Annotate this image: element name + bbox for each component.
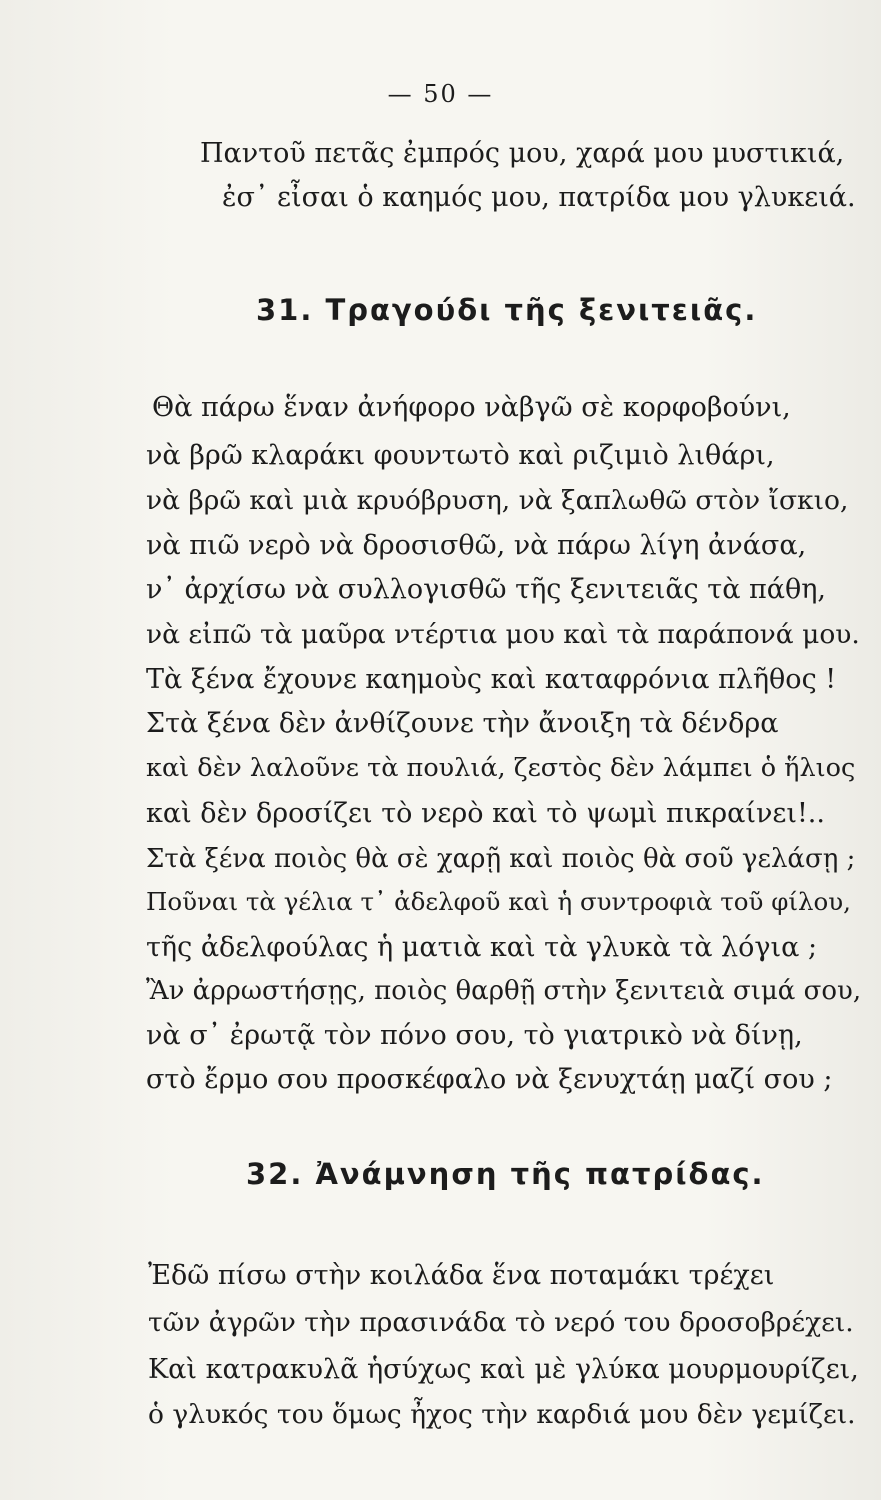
section-heading: 32. Ἀνάμνηση τῆς πατρίδας. [246,1157,765,1191]
poem-line: Τὰ ξένα ἔχουνε καημοὺς καὶ καταφρόνια πλῆθος ! [146,664,837,695]
poem-line: ἐσ᾽ εἶσαι ὁ καημός μου, πατρίδα μου γλυκειά. [222,182,856,213]
poem-line: καὶ δὲν λαλοῦνε τὰ πουλιά, ζεστὸς δὲν λάμπει ὁ ἥλιος [146,753,856,783]
poem-line: Στὰ ξένα ποιὸς θὰ σὲ χαρῇ καὶ ποιὸς θὰ σοῦ γελάσῃ ; [146,844,856,874]
poem-line: νὰ εἰπῶ τὰ μαῦρα ντέρτια μου καὶ τὰ παράπονά μου. [146,619,860,650]
poem-line: Ἐδῶ πίσω στὴν κοιλάδα ἕνα ποταμάκι τρέχει [148,1260,775,1291]
poem-line: Παντοῦ πετᾶς ἐμπρός μου, χαρά μου μυστικιά, [200,138,845,169]
poem-line: νὰ πιῶ νερὸ νὰ δροσισθῶ, νὰ πάρω λίγη ἀνάσα, [146,530,807,561]
poem-line: Ἂν ἀρρωστήσῃς, ποιὸς θαρθῇ στὴν ξενιτειὰ σιμά σου, [146,976,862,1006]
page-number: — 50 — [387,80,494,108]
poem-line: νὰ βρῶ κλαράκι φουντωτὸ καὶ ριζιμιὸ λιθάρι, [146,440,775,471]
poem-line: Στὰ ξένα δὲν ἀνθίζουνε τὴν ἄνοιξη τὰ δένδρα [146,708,779,739]
poem-line: Καὶ κατρακυλᾶ ἡσύχως καὶ μὲ γλύκα μουρμουρίζει, [148,1354,859,1385]
poem-line: νὰ σ᾽ ἐρωτᾷ τὸν πόνο σου, τὸ γιατρικὸ νὰ δίνῃ, [146,1020,803,1051]
poem-line: τῶν ἀγρῶν τὴν πρασινάδα τὸ νερό του δροσοβρέχει. [148,1307,854,1338]
poem-line: νὰ βρῶ καὶ μιὰ κρυόβρυση, νὰ ξαπλωθῶ στὸν ἴσκιο, [146,485,849,516]
poem-line: ὁ γλυκός του ὅμως ἦχος τὴν καρδιά μου δὲν γεμίζει. [148,1399,856,1430]
section-heading: 31. Τραγούδι τῆς ξενιτειᾶς. [256,293,758,327]
poem-line: καὶ δὲν δροσίζει τὸ νερὸ καὶ τὸ ψωμὶ πικραίνει!.. [146,798,825,829]
poem-line: στὸ ἔρμο σου προσκέφαλο νὰ ξενυχτάῃ μαζί σου ; [146,1064,833,1095]
poem-line: τῆς ἀδελφούλας ἡ ματιὰ καὶ τὰ γλυκὰ τὰ λόγια ; [146,932,818,963]
poem-line: Θὰ πάρω ἕναν ἀνήφορο νὰβγῶ σὲ κορφοβούνι, [152,392,791,423]
poem-line: Ποῦναι τὰ γέλια τ᾽ ἀδελφοῦ καὶ ἡ συντροφιὰ τοῦ φίλου, [146,887,851,916]
poem-line: ν᾽ ἀρχίσω νὰ συλλογισθῶ τῆς ξενιτειᾶς τὰ πάθη, [146,574,827,605]
